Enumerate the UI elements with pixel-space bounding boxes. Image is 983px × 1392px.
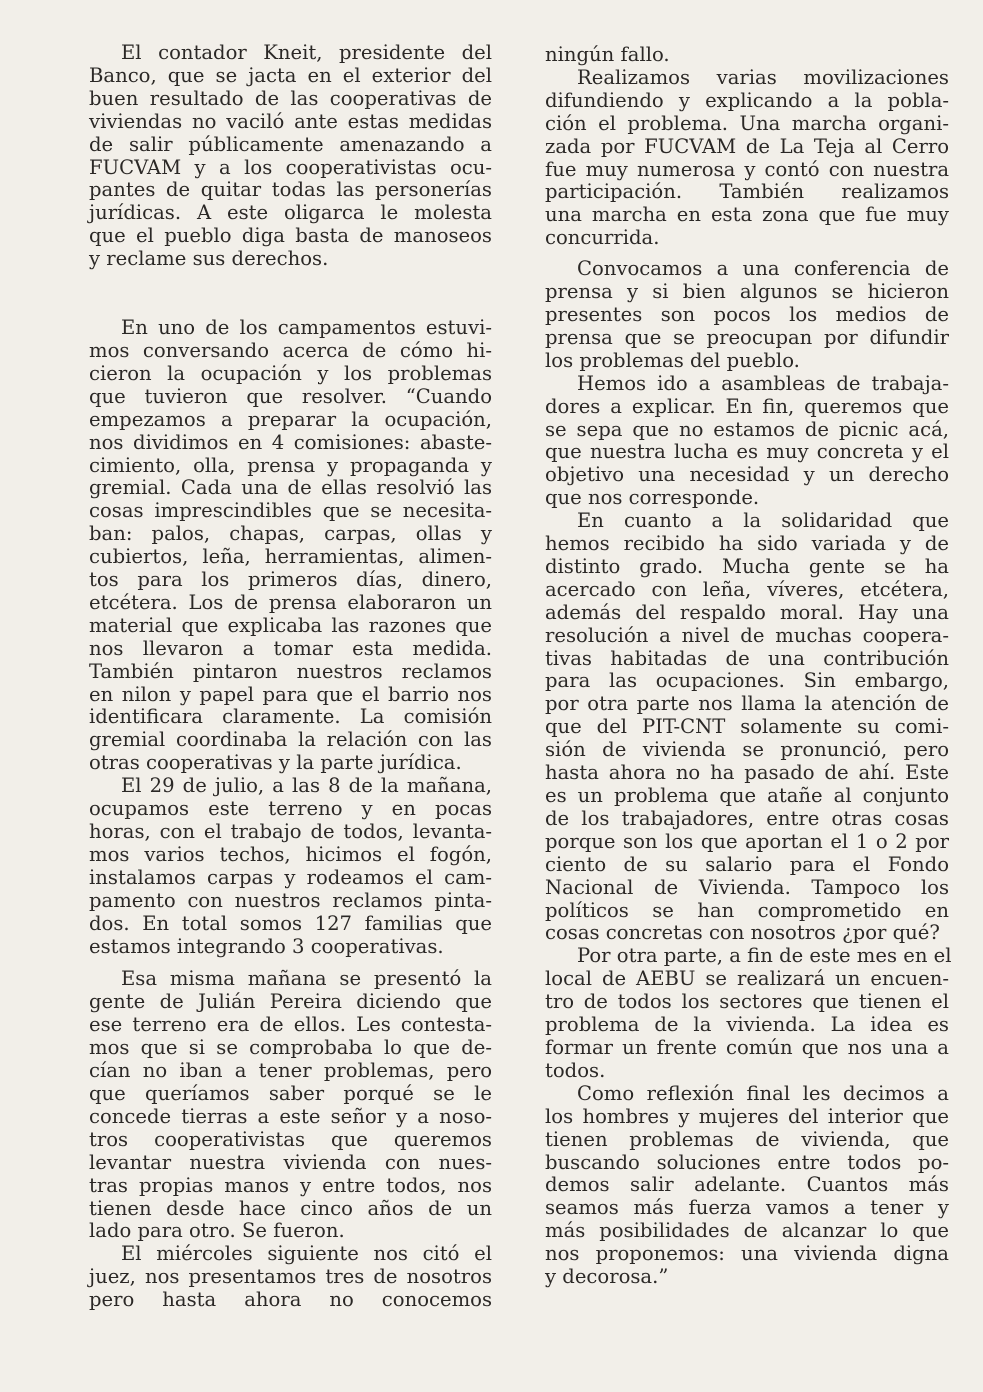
text-line: En uno de los campamentos estuvi-	[121, 316, 492, 340]
text-line: Nacional de Vivienda. Tampoco los	[545, 875, 949, 899]
paragraph-judge-summons	[89, 1243, 492, 1312]
text-line: distinto grado. Mucha gente se ha	[545, 554, 949, 578]
text-line: El miércoles siguiente nos citó el	[121, 1242, 492, 1266]
text-line: por otra parte nos llama la atención de	[545, 692, 949, 716]
text-line: lado para otro. Se fueron.	[89, 1219, 345, 1243]
text-line: hasta ahora no ha pasado de ahí. Este	[545, 761, 949, 785]
text-line: Banco, que se jacta en el exterior del	[89, 63, 492, 87]
text-line: y reclame sus derechos.	[89, 247, 329, 271]
text-line: ban: palos, chapas, carpas, ollas y	[89, 522, 492, 546]
text-line: más posibilidades de alcanzar lo que	[545, 1219, 949, 1243]
text-line: juez, nos presentamos tres de nosotros	[89, 1265, 492, 1289]
text-line: tienen desde hace cinco años de un	[89, 1196, 492, 1220]
text-line: difundiendo y explicando a la pobla-	[545, 88, 949, 112]
text-line: políticos se han comprometido en	[545, 898, 949, 922]
text-line: y decorosa.”	[545, 1265, 669, 1289]
text-line: mos conversando acerca de cómo hi-	[89, 338, 492, 362]
text-line: una marcha en esta zona que fue muy	[545, 203, 949, 227]
text-line: Por otra parte, a fin de este mes en el	[577, 944, 952, 968]
text-line: El 29 de julio, a las 8 de la mañana,	[121, 774, 492, 798]
text-line: ese terreno era de ellos. Les contesta-	[89, 1013, 492, 1037]
text-line: que queríamos saber porqué se le	[89, 1081, 492, 1105]
text-line: En cuanto a la solidaridad que	[577, 509, 949, 533]
text-line: prensa que se preocupan por difundir	[545, 325, 949, 349]
paragraph-julian-pereira	[89, 968, 492, 1243]
paragraph-july-29-occupation	[89, 775, 492, 958]
text-line: levantar nuestra vivienda con nues-	[89, 1150, 492, 1174]
text-line: Realizamos varias movilizaciones	[577, 65, 949, 89]
text-line: dos. En total somos 127 familias que	[89, 911, 492, 935]
paragraph-campamento-conversation	[89, 317, 492, 775]
text-line: los hombres y mujeres del interior que	[545, 1104, 949, 1128]
text-line: buscando soluciones entre todos po-	[545, 1150, 949, 1174]
text-line: pamento con nuestros reclamos pinta-	[89, 888, 492, 912]
text-line: cían no iban a tener problemas, pero	[89, 1059, 492, 1083]
text-line: de los trabajadores, entre otras cosas	[545, 806, 949, 830]
paragraph-worker-assemblies	[545, 373, 949, 510]
text-line: es un problema que atañe al conjunto	[545, 784, 949, 807]
text-line: que del PIT-CNT solamente su comi-	[545, 715, 949, 739]
paragraph-press-conference	[545, 258, 949, 373]
text-line: cosas concretas con nosotros ¿por qué?	[545, 921, 940, 945]
text-line: viviendas no vaciló ante estas medidas	[89, 109, 492, 133]
text-line: los problemas del pueblo.	[545, 348, 800, 372]
text-line: El contador Kneit, presidente del	[121, 41, 492, 64]
text-line: FUCVAM y a los cooperativistas ocu-	[89, 155, 492, 179]
text-line: prensa y si bien algunos se hicieron	[545, 280, 949, 304]
text-line: tras propias manos y entre todos, nos	[89, 1173, 492, 1197]
text-line: nos proponemos: una vivienda digna	[545, 1242, 949, 1266]
right-column	[545, 43, 952, 1289]
text-line: en nilon y papel para que el barrio nos	[89, 682, 492, 706]
text-line: Como reflexión final les decimos a	[577, 1081, 949, 1105]
text-line: fue muy numerosa y contó con nuestra	[545, 157, 949, 181]
text-line: pantes de quitar todas las personerías	[89, 178, 492, 202]
text-line: gente de Julián Pereira diciendo que	[89, 990, 492, 1014]
text-line: local de AEBU se realizará un encuen-	[545, 967, 949, 991]
text-line: cieron la ocupación y los problemas	[89, 361, 492, 385]
text-line: También pintaron nuestros reclamos	[89, 659, 492, 683]
text-line: presentes son pocos los medios de	[545, 302, 949, 326]
text-line: gremial coordinaba la relación con las	[89, 728, 492, 752]
paragraph-aebu-meeting	[545, 944, 952, 1082]
text-line: material que explicaba las razones que	[89, 613, 492, 637]
text-line: tivas habitadas de una contribución	[545, 646, 949, 670]
text-line: buen resultado de las cooperativas de	[89, 86, 492, 110]
text-line: jurídicas. A este oligarca le molesta	[89, 201, 492, 225]
text-line: nos llevaron a tomar esta medida.	[89, 636, 492, 660]
paragraph-final-reflection	[545, 1083, 949, 1289]
text-line: cimiento, olla, prensa y propaganda y	[89, 453, 492, 477]
text-line: gremial. Cada una de ellas resolvió las	[89, 476, 492, 500]
text-line: Esa misma mañana se presentó la	[121, 967, 492, 991]
text-line: formar un frente común que nos una a	[545, 1035, 949, 1059]
text-line: pero hasta ahora no conocemos	[89, 1288, 492, 1312]
text-line: tro de todos los sectores que tienen el	[545, 990, 949, 1014]
paragraph-solidarity	[545, 510, 949, 945]
text-line: estamos integrando 3 cooperativas.	[89, 934, 444, 958]
text-line: identificara claramente. La comisión	[89, 705, 492, 729]
paragraph-mobilizations	[545, 67, 949, 250]
text-line: acercado con leña, víveres, etcétera,	[545, 577, 949, 601]
left-column	[89, 42, 492, 1312]
text-line: se sepa que no estamos de picnic acá,	[545, 417, 949, 441]
text-line: además del respaldo moral. Hay una	[545, 600, 949, 624]
text-line: mos que si se comprobaba lo que de-	[89, 1036, 492, 1060]
text-line: tos para los primeros días, dinero,	[89, 568, 492, 592]
text-line: que tuvieron que resolver. “Cuando	[89, 384, 492, 408]
text-line: demos salir adelante. Cuantos más	[545, 1173, 949, 1197]
text-line: problema de la vivienda. La idea es	[545, 1013, 949, 1037]
text-line: tros cooperativistas que queremos	[89, 1127, 492, 1151]
text-line: de salir públicamente amenazando a	[89, 132, 492, 156]
text-line: ocupamos este terreno y en pocas	[89, 797, 492, 821]
text-line: zada por FUCVAM de La Teja al Cerro	[545, 134, 949, 158]
text-line: ningún fallo.	[545, 43, 670, 66]
text-line: mos varios techos, hicimos el fogón,	[89, 842, 492, 866]
text-line: instalamos carpas y rodeamos el cam-	[89, 865, 492, 889]
text-line: ciento de su salario para el Fondo	[545, 852, 949, 876]
text-line: dores a explicar. En fin, queremos que	[545, 394, 949, 418]
text-line: todos.	[545, 1058, 606, 1082]
text-line: cosas imprescindibles que se necesita-	[89, 499, 492, 523]
text-line: resolución a nivel de muchas coopera-	[545, 623, 949, 647]
text-line: que el pueblo diga basta de manoseos	[89, 224, 492, 248]
text-line: empezamos a preparar la ocupación,	[89, 407, 492, 431]
text-line: que nuestra lucha es muy concreta y el	[545, 440, 949, 464]
text-line: tienen problemas de vivienda, que	[545, 1127, 949, 1151]
text-line: Convocamos a una conferencia de	[577, 257, 949, 281]
text-line: que nos corresponde.	[545, 486, 760, 510]
text-line: nos dividimos en 4 comisiones: abaste-	[89, 430, 492, 454]
text-line: para las ocupaciones. Sin embargo,	[545, 669, 949, 693]
text-line: concede tierras a este señor y a noso-	[89, 1104, 492, 1128]
paragraph-bank-president	[89, 42, 492, 271]
text-line: concurrida.	[545, 226, 660, 250]
text-line: otras cooperativas y la parte jurídica.	[89, 751, 462, 775]
text-line: ción el problema. Una marcha organi-	[545, 111, 949, 135]
paragraph-no-ruling	[545, 44, 949, 67]
text-line: hemos recibido ha sido variada y de	[545, 532, 949, 556]
text-line: horas, con el trabajo de todos, levanta-	[89, 820, 492, 843]
text-line: seamos más fuerza vamos a tener y	[545, 1196, 949, 1220]
text-line: etcétera. Los de prensa elaboraron un	[89, 590, 492, 614]
text-line: sión de vivienda se pronunció, pero	[545, 738, 949, 762]
text-line: objetivo una necesidad y un derecho	[545, 463, 949, 487]
text-line: Hemos ido a asambleas de trabaja-	[577, 371, 949, 395]
text-line: cubiertos, leña, herramientas, alimen-	[89, 545, 492, 569]
text-line: porque son los que aportan el 1 o 2 por	[545, 829, 949, 853]
text-line: participación. También realizamos	[545, 180, 949, 204]
